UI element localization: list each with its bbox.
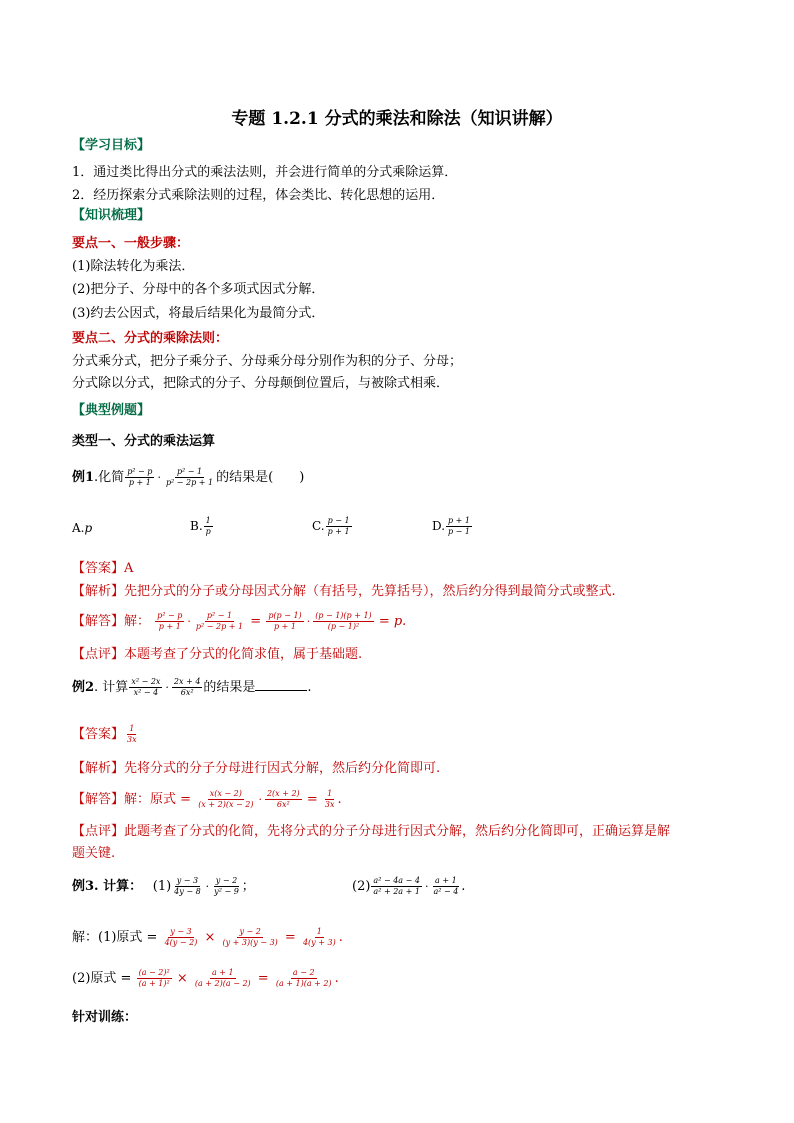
option-a: A.p xyxy=(72,521,93,535)
point1-heading: 要点一、一般步骤： xyxy=(72,236,190,251)
point2-heading: 要点二、分式的乘除法则： xyxy=(72,331,229,346)
example-1-question: 例1.化简 $\frac{\text{p² − p}}{p + 1}$ · $\frac{\text{p² − 1}}{\text{p² − 2p + 1}}$ 的结果是( ) xyxy=(72,467,305,487)
ex1-fraction-1: $\frac{\text{p² − p}}{p + 1}$ xyxy=(127,467,153,487)
section-examples: 【典型例题】 xyxy=(72,403,151,418)
ex1-solution: 【解答】解： $\frac{\text{p² − p}}{p + 1}$ · $\frac{\text{p² − 1}}{\text{p² − 2p + 1}}$ = $\frac{p(p - 1)}{p + 1}$ · $\frac{(p - 1)(p + 1)}{\text{(p − 1)²}}$ = p. xyxy=(72,611,407,631)
answer-blank xyxy=(255,678,307,691)
ex1-analysis: 【解析】先把分式的分子或分母因式分解（有括号，先算括号），然后约分得到最简分式或整式. xyxy=(72,584,616,599)
example-2-question: 例2. 计算 $\frac{\text{x² − 2x}}{\text{x² − 4}}$ · $\frac{2x + 4}{\text{6x²}}$ 的结果是 . xyxy=(72,677,312,697)
goal-1: 1．通过类比得出分式的乘法法则，并会进行简单的分式乘除运算． xyxy=(72,165,458,180)
point1-item-2: (2)把分子、分母中的各个多项式因式分解． xyxy=(72,282,325,297)
example-3-question: 例3. 计算： (1) $\frac{y - 3}{4y - 8}$ · $\frac{y - 2}{\text{y² − 9}}$ ； xyxy=(72,876,255,896)
ex1-answer: 【答案】A xyxy=(72,561,134,576)
ex1-comment: 【点评】本题考查了分式的化简求值，属于基础题. xyxy=(72,647,363,662)
ex2-analysis: 【解析】先将分式的分子分母进行因式分解，然后约分化简即可. xyxy=(72,761,441,776)
option-b: B. $\frac{1}{p}$ xyxy=(190,516,211,536)
option-d: D. $\frac{p + 1}{p - 1}$ xyxy=(432,516,471,536)
example-1-prefix: .化简 xyxy=(94,470,125,485)
point2-item-1: 分式乘分式，把分子乘分子、分母乘分母分别作为积的分子、分母； xyxy=(72,354,463,369)
example-3-part-2: (2) $\frac{\text{a² − 4a − 4}}{\text{a² + 2a + 1}}$ · $\frac{a + 1}{\text{a² − 4}}$ . xyxy=(352,876,466,896)
example-1-label: 例1 xyxy=(72,470,95,485)
ex2-solution: 【解答】解：原式 = $\frac{x(x - 2)}{(x + 2)(x - 2)}$ · $\frac{2(x + 2)}{\text{6x²}}$ = $\frac{1}{3x}$ . xyxy=(72,789,342,809)
ex3-solution-1: 解：(1)原式 = $\frac{y - 3}{4(y - 2)}$ × $\frac{y - 2}{(y + 3)(y - 3)}$ = $\frac{1}{4(y + 3)}$ . xyxy=(72,927,343,947)
ex1-fraction-2: $\frac{\text{p² − 1}}{\text{p² − 2p + 1}}$ xyxy=(165,467,214,487)
point1-item-1: (1)除法转化为乘法． xyxy=(72,259,195,274)
ex2-comment-2: 题关键. xyxy=(72,846,116,861)
point2-item-2: 分式除以分式，把除式的分子、分母颠倒位置后，与被除式相乘． xyxy=(72,376,450,391)
ex2-comment-1: 【点评】此题考查了分式的化简，先将分式的分子分母进行因式分解，然后约分化简即可，正确运算是解 xyxy=(72,824,671,839)
ex2-answer: 【答案】 $\frac{1}{3x}$ xyxy=(72,724,137,744)
practice-heading: 针对训练： xyxy=(72,1010,138,1025)
section-knowledge: 【知识梳理】 xyxy=(72,208,151,223)
type1-heading: 类型一、分式的乘法运算 xyxy=(72,434,216,449)
option-c: C. $\frac{p - 1}{p + 1}$ xyxy=(312,516,350,536)
example-1-suffix: 的结果是( ) xyxy=(216,470,305,485)
point1-item-3: (3)约去公因式，将最后结果化为最简分式． xyxy=(72,306,325,321)
ex3-solution-2: (2)原式 = $\frac{\text{(a − 2)²}}{\text{(a + 1)²}}$ × $\frac{a + 1}{(a + 2)(a - 2)}$ = $\frac{a - 2}{(a + 1)(a + 2)}$ . xyxy=(72,968,339,988)
page-title: 专题 1.2.1 分式的乘法和除法（知识讲解） xyxy=(231,109,563,129)
goal-2: 2．经历探索分式乘除法则的过程，体会类比、转化思想的运用． xyxy=(72,188,445,203)
section-goals: 【学习目标】 xyxy=(72,138,151,153)
